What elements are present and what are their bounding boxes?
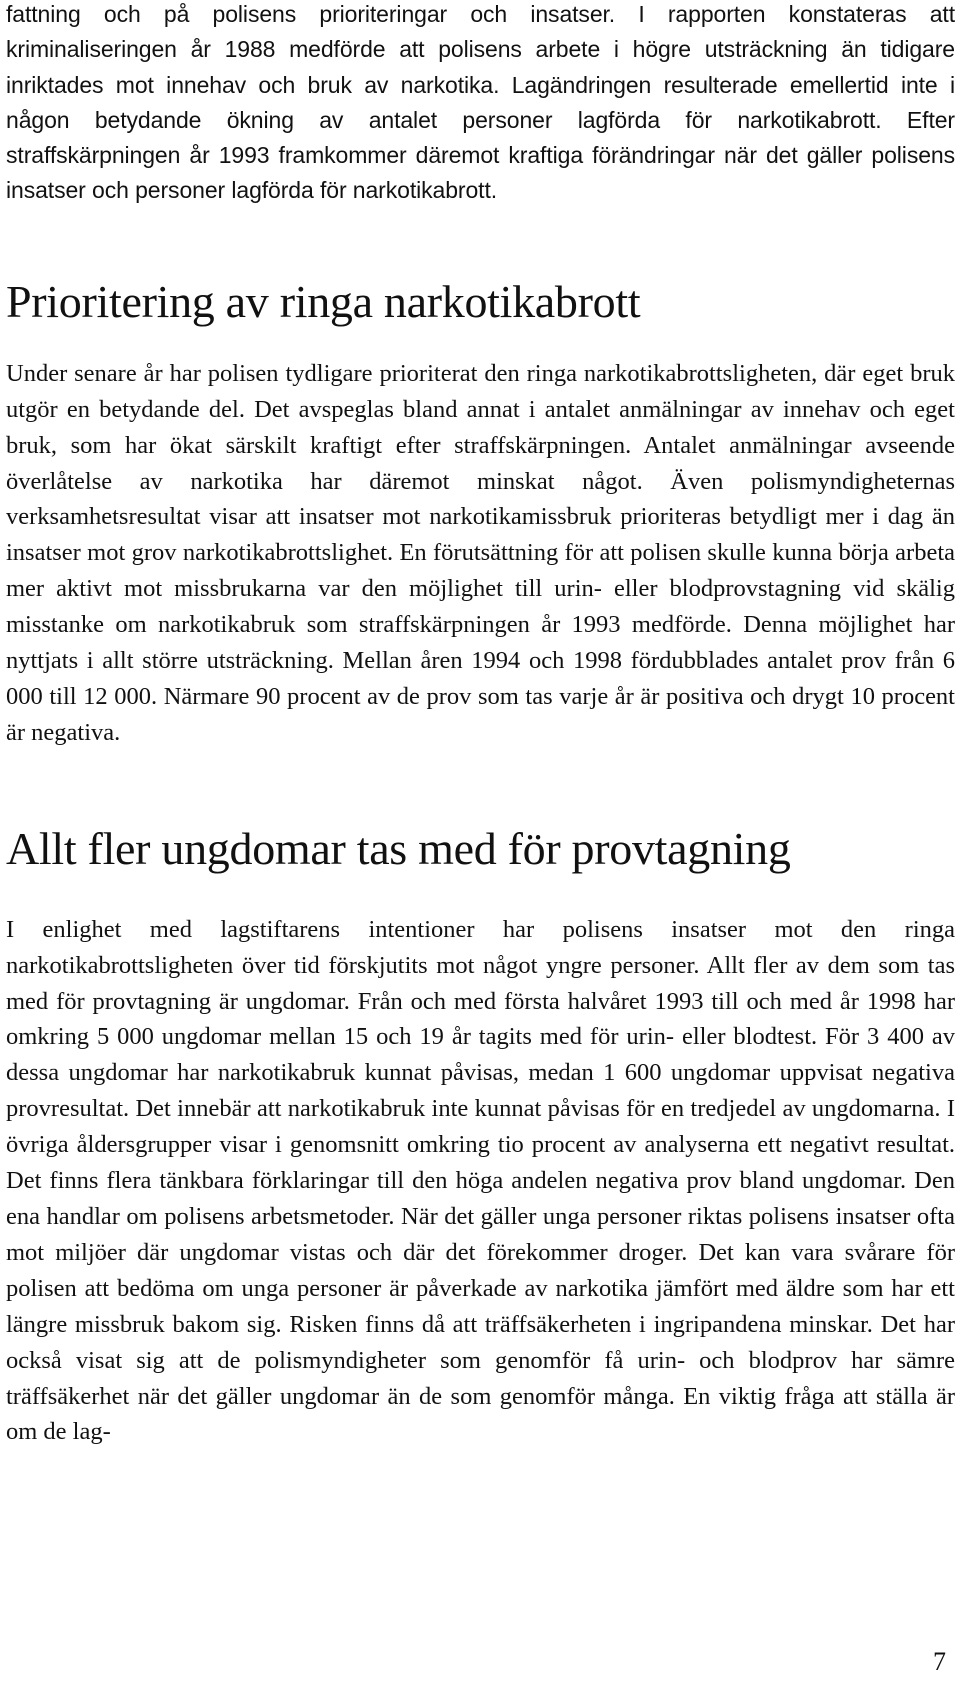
section-heading-youth: Allt fler ungdomar tas med för provtagning	[6, 822, 791, 874]
section-heading-priority: Prioritering av ringa narkotikabrott	[6, 275, 641, 327]
priority-paragraph: Under senare år har polisen tydligare prioriterat den ringa narkotikabrottsligheten, där eget bruk utgör en betydande del. Det avspeglas bland annat i antalet anmälningar av innehav och eget bruk, som har ökat särskilt kraftigt efter straffskärpningen. Antalet anmälningar avseende överlåtelse av narkotika har däremot minskat något. Även polismyndigheternas verksamhetsresultat visar att insatser mot narkotikamissbruk prioriteras betydligt mer i dag än insatser mot grov narkotikabrottslighet. En förutsättning för att polisen skulle kunna börja arbeta mer aktivt mot missbrukarna var den möjlighet till urin- eller blodprovstagning vid skälig misstanke om narkotikabruk som straffskärpningen år 1993 medförde. Denna möjlighet har nyttjats i allt större utsträckning. Mellan åren 1994 och 1998 fördubblades antalet prov från 6 000 till 12 000. Närmare 90 procent av de prov som tas varje år är positiva och drygt 10 procent är negativa.	[6, 359, 955, 746]
document-page	[6, 0, 955, 1450]
page-number: 7	[933, 1647, 946, 1676]
intro-paragraph: fattning och på polisens prioriteringar och insatser. I rapporten konstateras att kriminaliseringen år 1988 medförde att polisens arbete i högre utsträckning än tidigare inriktades mot innehav och bruk av narkotika. Lagändringen resulterade emellertid inte i någon betydande ökning av antalet personer lagförda för narkotikabrott. Efter straffskärpningen år 1993 framkommer däremot kraftiga förändringar när det gäller polisens insatser och personer lagförda för narkotikabrott.	[6, 1, 955, 204]
youth-paragraph: I enlighet med lagstiftarens intentioner har polisens insatser mot den ringa narkotikabrottsligheten över tid förskjutits mot något yngre personer. Allt fler av dem som tas med för provtagning är ungdomar. Från och med första halvåret 1993 till och med år 1998 har omkring 5 000 ungdomar mellan 15 och 19 år tagits med för urin- eller blodtest. För 3 400 av dessa ungdomar har narkotikabruk kunnat påvisas, medan 1 600 ungdomar uppvisat negativa provresultat. Det innebär att narkotikabruk inte kunnat påvisas för en tredjedel av ungdomarna. I övriga åldersgrupper visar i genomsnitt omkring tio procent av analyserna ett negativt resultat. Det finns flera tänkbara förklaringar till den höga andelen negativa prov bland ungdomar. Den ena handlar om polisens arbetsmetoder. När det gäller unga personer riktas polisens insatser ofta mot miljöer där ungdomar vistas och där det förekommer droger. Det kan vara svårare för polisen att bedöma om unga personer är påverkade av narkotika jämfört med äldre som har ett längre missbruk bakom sig. Risken finns då att träffsäkerheten i ingripandena minskar. Det har också visat sig att de polismyndigheter som genomför få urin- och blodprov har sämre träffsäkerhet när det gäller ungdomar än de som genomför många. En viktig fråga att ställa är om de lag-	[6, 915, 955, 1446]
